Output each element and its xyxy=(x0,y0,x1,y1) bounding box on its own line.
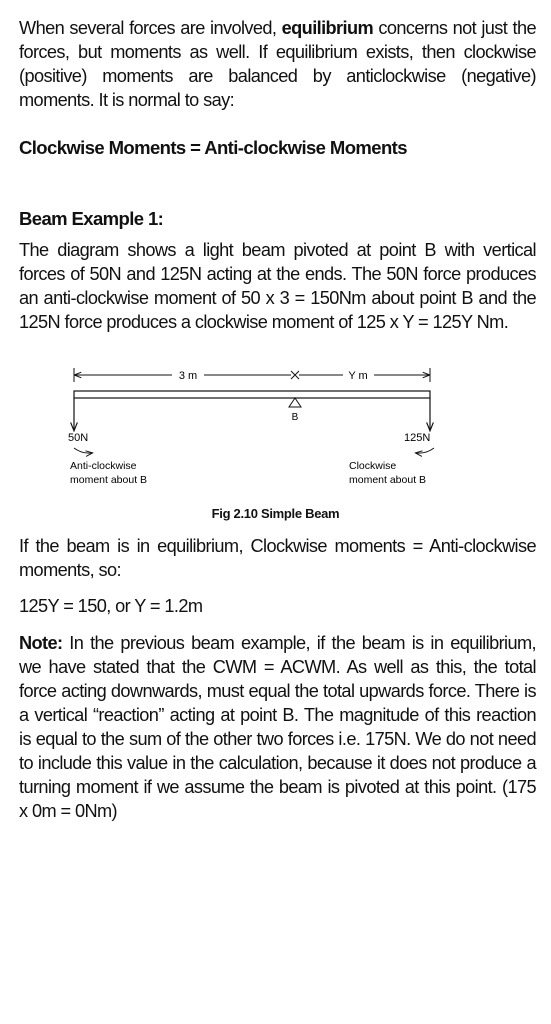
note-paragraph xyxy=(19,631,536,823)
equilibrium-paragraph: If the beam is in equilibrium, Clockwise moments = Anti-clockwise moments, so: xyxy=(19,536,536,580)
result-line: 125Y = 150, or Y = 1.2m xyxy=(19,596,203,616)
left-distance-label: 3 m xyxy=(178,370,198,382)
moments-rule: Clockwise Moments = Anti-clockwise Moments xyxy=(19,137,407,158)
note-label: Note: xyxy=(19,633,63,653)
left-moment-line1: Anti-clockwise xyxy=(70,460,137,472)
note-text: In the previous beam example, if the beam is in equilibrium, we have stated that the CWM = ACWM. As well as this, the total force acting downwards, must equal the total upwards force. There is a vertical “reaction” acting at point B. The magnitude of this reaction is equal to the sum of the other two forces i.e. 175N. We do not need to include this value in the calculation, because it does not produce a turning moment if we assume the beam is pivoted at this point. (175 x 0m = 0Nm) xyxy=(19,633,536,821)
right-distance-label: Y m xyxy=(348,370,368,382)
right-moment-line2: moment about B xyxy=(349,474,427,486)
intro-paragraph xyxy=(19,16,536,112)
intro-suffix: concerns not just the forces, but moments as well. If equilibrium exists, then clockwise (positive) moments are balanced by anticlockwise (negative) moments. It is normal to say: xyxy=(19,18,536,110)
left-force-label: 50N xyxy=(68,432,89,444)
anticlockwise-arrow xyxy=(74,448,92,453)
pivot-label: B xyxy=(291,412,299,423)
clockwise-arrow xyxy=(416,448,434,453)
example-heading: Beam Example 1: xyxy=(19,208,164,229)
right-moment-line1: Clockwise xyxy=(349,460,397,472)
intro-bold-term: equilibrium xyxy=(281,18,374,38)
beam xyxy=(74,391,430,398)
left-moment-line2: moment about B xyxy=(70,474,148,486)
dimension-line xyxy=(74,368,430,382)
figure-caption: Fig 2.10 Simple Beam xyxy=(211,506,340,521)
example-paragraph: The diagram shows a light beam pivoted at point B with vertical forces of 50N and 125N acting at the ends. The 50N force produces an anti-clockwise moment of 50 x 3 = 150Nm about point B and the 125N force produces a clockwise moment of 125 x Y = 125Y Nm. xyxy=(19,240,536,332)
intro-prefix: When several forces are involved, xyxy=(19,18,282,38)
pivot-support xyxy=(289,398,301,423)
beam-diagram xyxy=(60,362,460,502)
right-force-label: 125N xyxy=(404,432,431,444)
